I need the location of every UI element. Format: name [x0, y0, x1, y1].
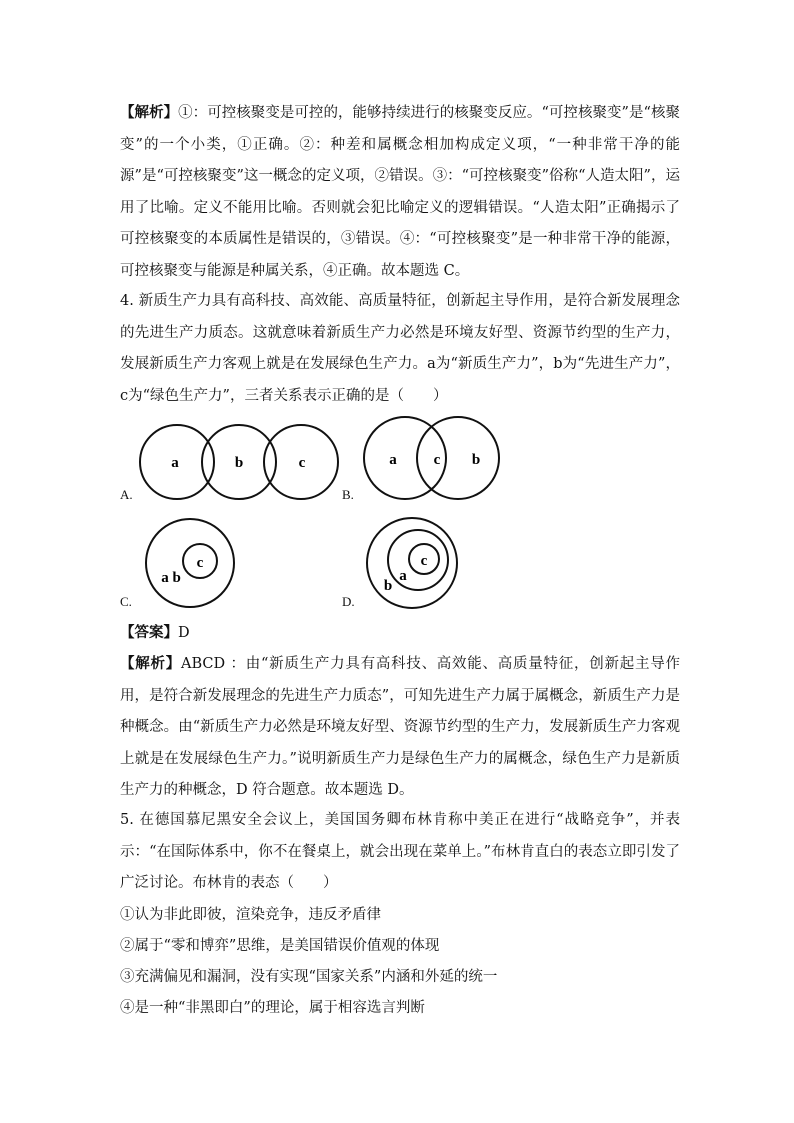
analysis-text: ABCD ：由“新质生产力具有高科技、高效能、高质量特征，创新起主导作用，是符合新发展理念的先进生产力质态”，可知先进生产力属于属概念，新质生产力是种概念。由“新质生产力必然是环境友好型、资源节约型的生产力，发展新质生产力客观上就是在发展绿色生产力。”说明新质生产力是绿色生产力的属概念，绿色生产力是新质生产力的种概念，D 符合题意。故本题选 D。 [120, 656, 680, 798]
analysis-label: 【解析】 [120, 104, 179, 121]
label-b: b [383, 578, 393, 594]
label-b: b [234, 455, 244, 471]
question-4: 4. 新质生产力具有高科技、高效能、高质量特征，创新起主导作用，是符合新发展理念的先进生产力质态。这就意味着新质生产力必然是环境友好型、资源节约型的生产力，发展新质生产力客观上就是在发展绿色生产力。a为“新质生产力”，b为“先进生产力”，c为“绿色生产力”，三者关系表示正确的是（ ） [120, 293, 680, 404]
circle-outer-ab [146, 519, 234, 607]
option-a-figure [128, 414, 348, 518]
label-c: c [433, 452, 441, 468]
analysis-q3 [120, 97, 680, 287]
label-c: c [298, 455, 306, 471]
option-a-label: A. [120, 487, 133, 502]
analysis-q4 [120, 648, 680, 807]
answer-value: D [178, 625, 190, 641]
circle-b [417, 417, 499, 499]
q5-item-4: ④是一种“非黑即白”的理论，属于相容选言判断 [120, 1000, 425, 1016]
label-c: c [196, 555, 204, 571]
option-b-label: B. [342, 487, 354, 502]
label-b: b [471, 452, 481, 468]
label-a: a [389, 452, 397, 468]
q5-item-2: ②属于“零和博弈”思维，是美国错误价值观的体现 [120, 938, 440, 954]
analysis-text: ①：可控核聚变是可控的，能够持续进行的核聚变反应。“可控核聚变”是“核聚变”的一个小类，①正确。②：种差和属概念相加构成定义项，“一种非常干净的能源”是“可控核聚变”这一概念的定义项，②错误。③：“可控核聚变”俗称“人造太阳”，运用了比喻。定义不能用比喻。否则就会犯比喻定义的逻辑错误。“人造太阳”正确揭示了可控核聚变的本质属性是错误的，③错误。④：“可控核聚变”是一种非常干净的能源，可控核聚变与能源是种属关系，④正确。故本题选 C。 [120, 105, 680, 279]
q5-item-3: ③充满偏见和漏洞，没有实现“国家关系”内涵和外延的统一 [120, 969, 498, 985]
answer-q4 [120, 617, 680, 650]
answer-label: 【答案】 [120, 624, 178, 641]
option-d-label: D. [342, 594, 355, 609]
analysis-label: 【解析】 [120, 655, 181, 672]
label-ab: a b [161, 570, 181, 586]
label-a: a [399, 568, 407, 584]
option-c-label: C. [120, 594, 132, 609]
label-c: c [420, 553, 428, 569]
question-5: 5. 在德国慕尼黑安全会议上，美国国务卿布林肯称中美正在进行“战略竞争”，并表示：“在国际体系中，你不在餐桌上，就会出现在菜单上。”布林肯直白的表态立即引发了广泛讨论。布林肯的表态（ ） [120, 812, 680, 891]
q5-item-1: ①认为非此即彼，渲染竞争，违反矛盾律 [120, 907, 381, 923]
option-b-figure [352, 410, 522, 514]
option-d-figure [362, 514, 472, 618]
label-a: a [171, 455, 179, 471]
option-c-figure [138, 516, 248, 620]
